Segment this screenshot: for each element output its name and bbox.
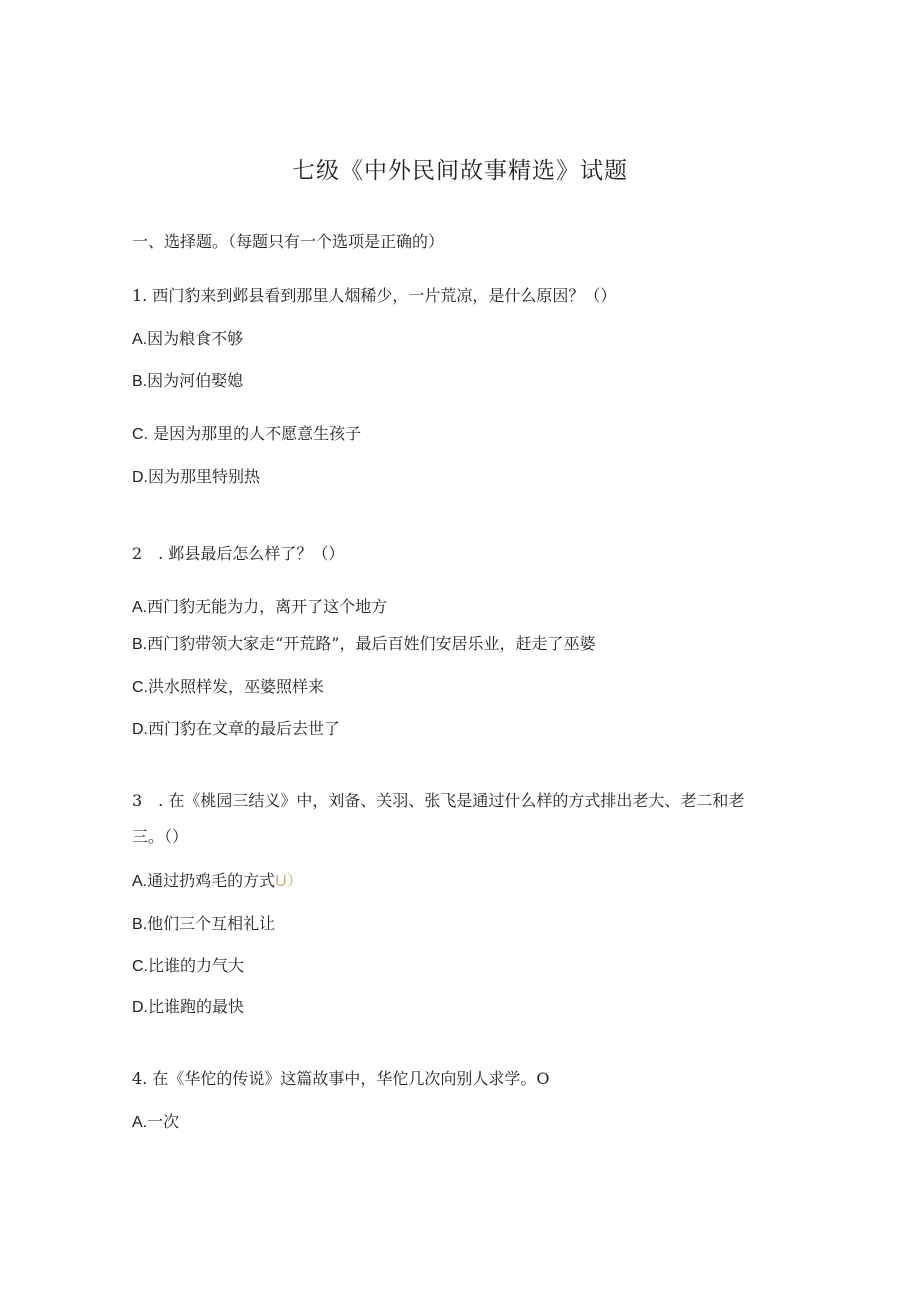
question-2-option-c (132, 679, 324, 696)
option-letter: C. (132, 426, 148, 443)
question-4-stem: 4. 在《华佗的传说》这篇故事中，华佗几次向别人求学。O (132, 1069, 550, 1088)
question-2-option-d (132, 721, 340, 738)
question-2-option-a (132, 599, 387, 616)
option-text: 西门豹带领大家走“开荒路”，最后百姓们安居乐业，赶走了巫婆 (147, 634, 596, 653)
option-letter: B. (132, 373, 148, 390)
question-3-option-a (132, 873, 303, 890)
question-1-stem: 1. 西门豹来到邺县看到那里人烟稀少，一片荒凉，是什么原因？（） (132, 286, 617, 305)
option-letter: B. (132, 916, 148, 933)
option-letter: A. (132, 873, 148, 890)
question-1-option-b (132, 373, 243, 390)
handwritten-mark: U） (275, 873, 303, 890)
option-letter: A. (132, 599, 148, 616)
option-text: 比谁的力气大 (148, 956, 245, 975)
question-2-stem: 2 . 邺县最后怎么样了？（） (132, 544, 345, 563)
question-1-option-d (132, 469, 260, 486)
page-title: 七级《中外民间故事精选》试题 (292, 158, 628, 184)
question-3-option-d (132, 999, 244, 1016)
option-text: 洪水照样发，巫婆照样来 (148, 677, 325, 696)
option-text: 因为那里特别热 (148, 467, 261, 486)
question-3-option-b (132, 916, 275, 933)
option-text: 是因为那里的人不愿意生孩子 (148, 424, 362, 443)
option-letter: C. (132, 958, 148, 975)
section-heading: 一、选择题。（每题只有一个选项是正确的） (132, 232, 445, 251)
option-text: 一次 (147, 1112, 180, 1131)
option-letter: C. (132, 679, 148, 696)
option-letter: D. (132, 999, 148, 1016)
option-letter: B. (132, 636, 148, 653)
question-2-option-b (132, 636, 596, 653)
option-letter: A. (132, 1114, 148, 1131)
option-text: 他们三个互相礼让 (147, 914, 276, 933)
question-1-option-c (132, 426, 361, 443)
question-4-option-a (132, 1114, 179, 1131)
question-3-option-c (132, 958, 244, 975)
option-text: 因为河伯娶媳 (147, 371, 244, 390)
question-3-stem: 3 . 在《桃园三结义》中，刘备、关羽、张飞是通过什么样的方式排出老大、老二和老 (132, 791, 745, 810)
option-text: 因为粮食不够 (147, 329, 244, 348)
option-letter: D. (132, 721, 148, 738)
option-text: 西门豹在文章的最后去世了 (148, 719, 341, 738)
option-text: 比谁跑的最快 (148, 997, 245, 1016)
question-3-stem-cont: 三。（） (132, 827, 189, 846)
option-text: 西门豹无能为力，离开了这个地方 (147, 597, 388, 616)
option-letter: A. (132, 331, 148, 348)
option-text: 通过扔鸡毛的方式 (147, 871, 276, 890)
option-letter: D. (132, 469, 148, 486)
question-1-option-a (132, 331, 243, 348)
